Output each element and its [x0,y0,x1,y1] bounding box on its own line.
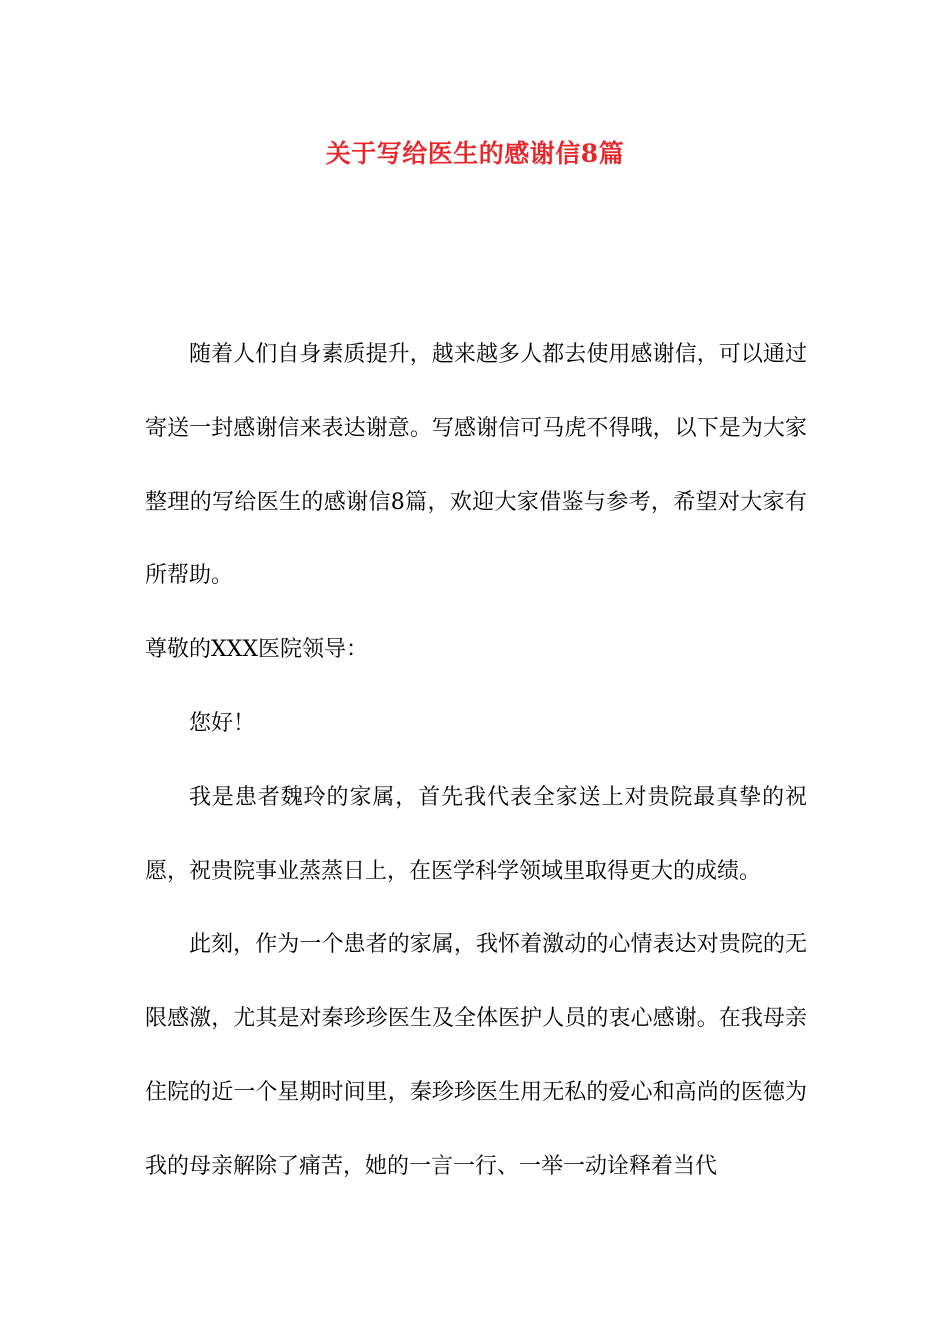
body-paragraph: 我是患者魏玲的家属，首先我代表全家送上对贵院最真挚的祝愿，祝贵院事业蒸蒸日上，在医学科学领域里取得更大的成绩。 [145,784,807,884]
salutation: 尊敬的XXX医院领导： [145,637,368,663]
document-body [145,318,807,1204]
greeting: 您好！ [189,710,256,736]
intro-paragraph: 随着人们自身素质提升，越来越多人都去使用感谢信，可以通过寄送一封感谢信来表达谢意。写感谢信可马虎不得哦，以下是为大家整理的写给医生的感谢信8篇，欢迎大家借鉴与参考，希望对大家有所帮助。 [145,342,807,589]
document-title: 关于写给医生的感谢信8篇 [325,139,625,168]
body-paragraph: 此刻，作为一个患者的家属，我怀着激动的心情表达对贵院的无限感激，尤其是对秦珍珍医生及全体医护人员的衷心感谢。在我母亲住院的近一个星期时间里，秦珍珍医生用无私的爱心和高尚的医德为我的母亲解除了痛苦，她的一言一行、一举一动诠释着当代 [145,932,807,1179]
